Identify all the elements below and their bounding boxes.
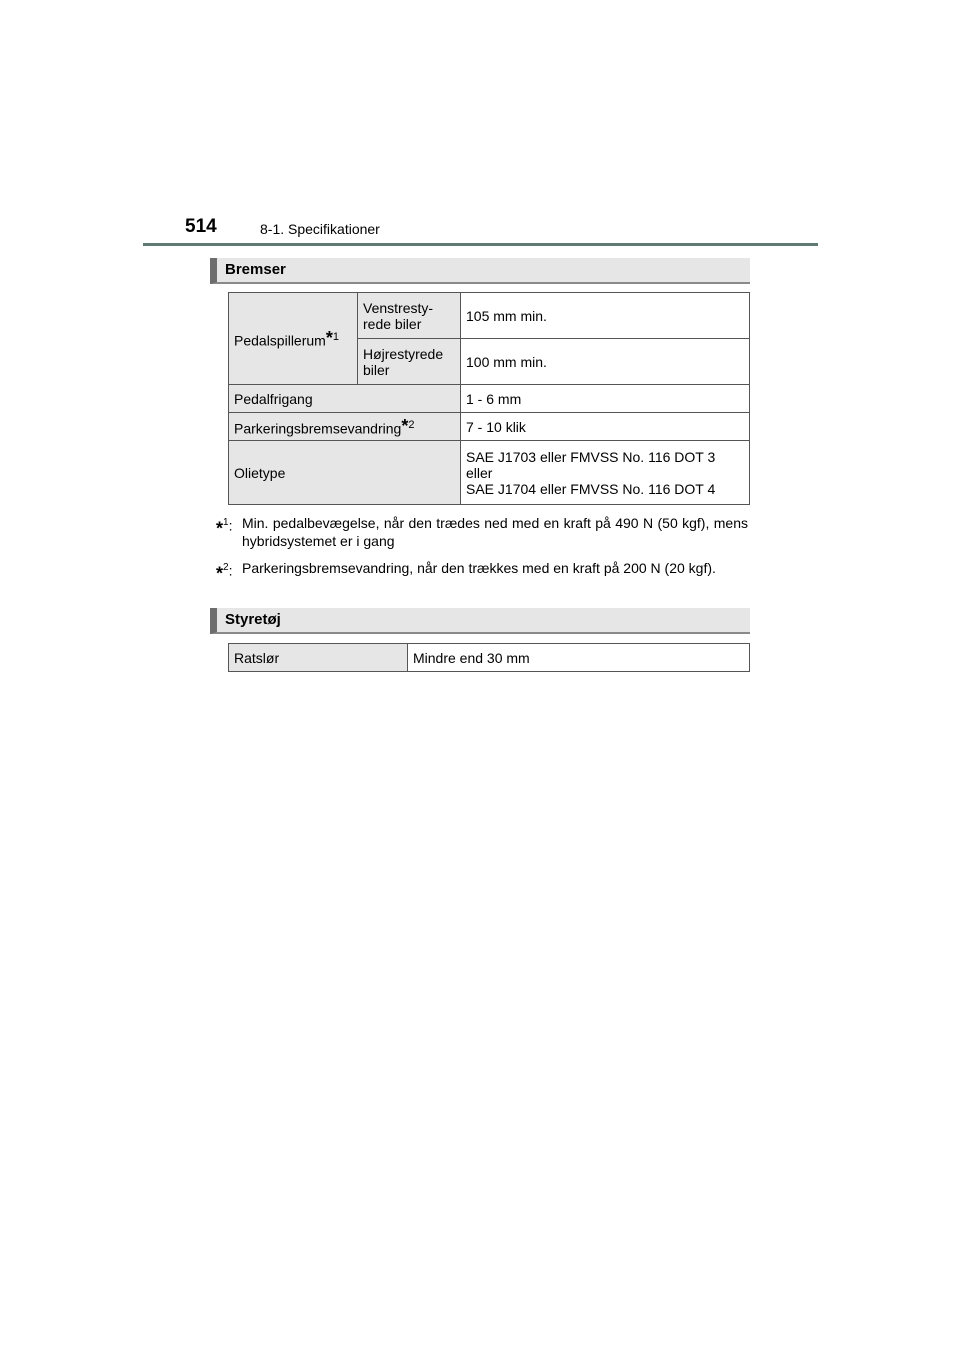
pedal-clearance-label: Pedalspillerum [234, 332, 326, 349]
fluid-line1: SAE J1703 eller FMVSS No. 116 DOT 3 [466, 448, 716, 465]
table-row [229, 413, 750, 441]
section-title-steering: Styretøj [210, 608, 750, 634]
free-play-label: Pedalfrigang [229, 385, 461, 413]
rhd-label-line2: biler [363, 361, 390, 378]
fluid-type-label: Olietype [229, 441, 461, 505]
pedal-clearance-label-cell [229, 293, 358, 385]
table-row [229, 441, 750, 505]
footnote-mark: *$^1$: [216, 517, 233, 539]
footnote-text: Min. pedalbevægelse, når den trædes ned med en kraft på 490 N (50 kgf), mens hybridsystemet er i gang [242, 515, 748, 549]
footnote-ref: *1 [325, 327, 339, 348]
parking-travel-label: Parkeringsbremsevandring [234, 420, 402, 437]
lhd-label-line2: rede biler [363, 315, 422, 332]
rhd-label-line1: Højrestyrede [363, 345, 444, 362]
lhd-label-line1: Venstresty- [363, 299, 434, 316]
fluid-line2: eller [466, 464, 493, 481]
rhd-label-cell [358, 339, 461, 385]
parking-travel-label-cell [229, 413, 461, 441]
header-divider [143, 243, 818, 246]
steering-spec-table [228, 643, 750, 672]
footnote-mark: *$^2$: [216, 562, 233, 584]
table-row [229, 293, 750, 339]
section-title-brakes: Bremser [210, 258, 750, 284]
lhd-value: 105 mm min. [461, 293, 750, 339]
brakes-spec-table [228, 292, 750, 505]
table-row [229, 644, 750, 672]
footnote-text: Parkeringsbremsevandring, når den trækkes med en kraft på 200 N (20 kgf). [242, 560, 716, 576]
footnote-1 [216, 514, 748, 550]
fluid-type-value [461, 441, 750, 505]
chapter-title: 8-1. Specifikationer [260, 221, 380, 237]
footnote-ref: *2 [401, 415, 415, 436]
lhd-label-cell [358, 293, 461, 339]
footnote-2 [216, 559, 748, 584]
steering-play-value: Mindre end 30 mm [408, 644, 750, 672]
page-number: 514 [185, 216, 217, 237]
rhd-value: 100 mm min. [461, 339, 750, 385]
steering-play-label: Ratslør [229, 644, 408, 672]
table-row [229, 385, 750, 413]
free-play-value: 1 - 6 mm [461, 385, 750, 413]
parking-travel-value: 7 - 10 klik [461, 413, 750, 441]
fluid-line3: SAE J1704 eller FMVSS No. 116 DOT 4 [466, 480, 716, 497]
